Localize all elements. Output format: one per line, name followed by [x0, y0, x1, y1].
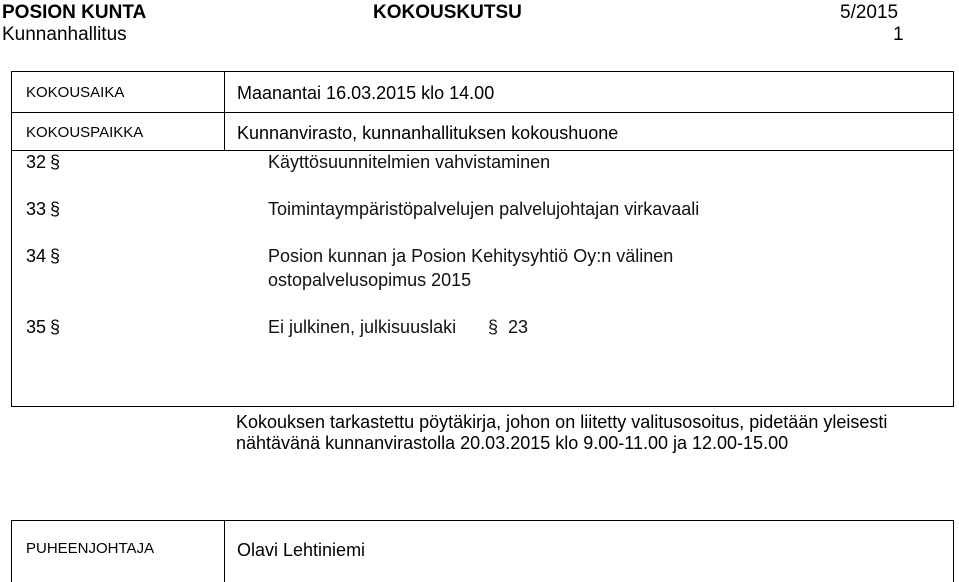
agenda-item-title: Ei julkinen, julkisuuslaki [268, 317, 457, 337]
agenda-item-number: 32 [26, 152, 47, 172]
row-divider [11, 112, 954, 113]
agenda-item-number: 34 [26, 246, 47, 266]
section-sign: § [50, 317, 61, 337]
section-sign: § [50, 246, 61, 266]
column-divider [224, 520, 225, 582]
meeting-time-value: Maanantai 16.03.2015 klo 14.00 [237, 83, 495, 103]
agenda-item-number: 33 [26, 199, 47, 219]
column-divider [224, 71, 225, 151]
agenda-item-number: 35 [26, 317, 47, 337]
meeting-place-label: KOKOUSPAIKKA [26, 124, 144, 141]
minutes-notice: Kokouksen tarkastettu pöytäkirja, johon on liitetty valitusosoitus, pidetään yleisesti nähtävänä kunnanvirastolla 20.03.2015 klo 9.00-11.00 ja 12.00-15.00 [236, 412, 888, 453]
chair-name: Olavi Lehtiniemi [237, 540, 366, 560]
meeting-info-box [11, 71, 954, 407]
issue-number: 5/2015 [840, 2, 899, 23]
agenda-item-title: Käyttösuunnitelmien vahvistaminen [268, 152, 551, 172]
meeting-time-label: KOKOUSAIKA [26, 84, 125, 101]
org-name: POSION KUNTA [2, 2, 147, 23]
meeting-place-value: Kunnanvirasto, kunnanhallituksen kokoushuone [237, 123, 619, 143]
agenda-item-title: Toimintaympäristöpalvelujen palvelujohtajan virkavaali [268, 199, 700, 219]
agenda-item-title-line1: Posion kunnan ja Posion Kehitysyhtiö Oy:n välinen [268, 246, 674, 266]
row-divider [11, 150, 954, 151]
section-sign: § [50, 199, 61, 219]
section-sign: § [50, 152, 61, 172]
agenda-item-title-line2: ostopalvelusopimus 2015 [268, 270, 472, 290]
doc-type: KOKOUSKUTSU [373, 2, 522, 23]
law-section-sign: § [488, 317, 499, 337]
chair-label: PUHEENJOHTAJA [26, 540, 155, 557]
body-name: Kunnanhallitus [2, 24, 127, 45]
page-number: 1 [893, 24, 904, 45]
law-section-number: 23 [508, 317, 529, 337]
